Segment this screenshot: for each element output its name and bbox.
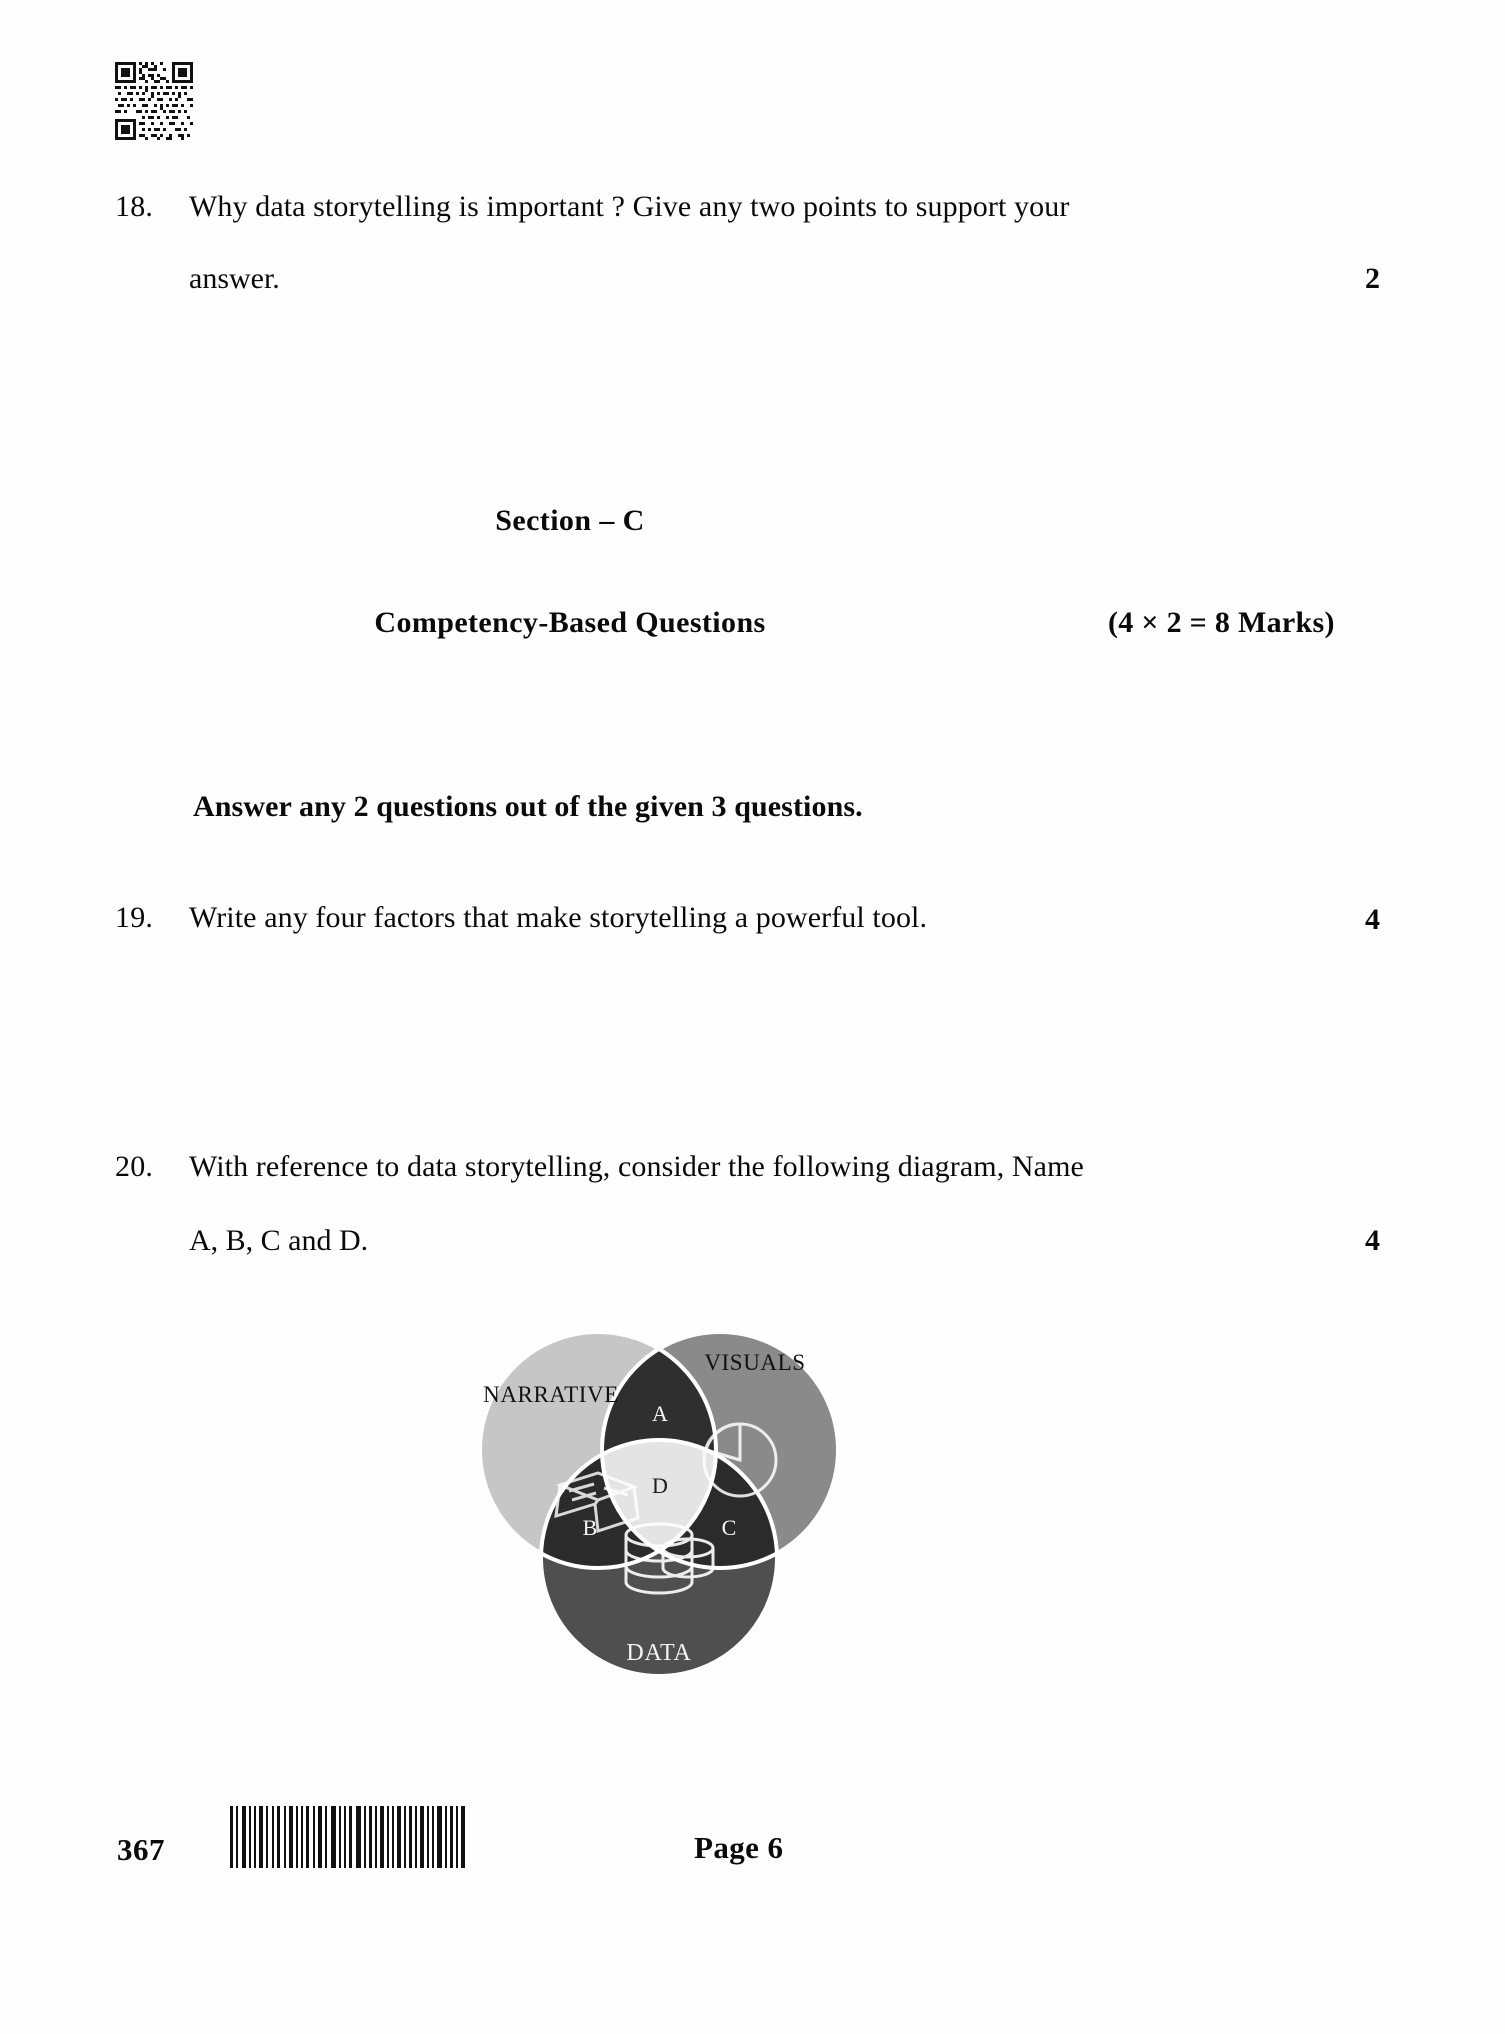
question-18-marks: 2	[1365, 262, 1380, 295]
data-storytelling-venn-diagram	[448, 1310, 868, 1730]
venn-label-visuals: VISUALS	[704, 1350, 806, 1375]
venn-label-data: DATA	[626, 1640, 692, 1666]
question-20-text-line2: A, B, C and D.	[189, 1224, 369, 1257]
question-19-marks: 4	[1365, 903, 1380, 936]
question-20-text: With reference to data storytelling, consider the following diagram, Name	[189, 1150, 1084, 1183]
question-20	[115, 1152, 1084, 1182]
question-18-number: 18.	[115, 190, 154, 223]
question-18-text-line2: answer.	[189, 262, 280, 295]
section-instruction: Answer any 2 questions out of the given 3 questions.	[193, 790, 863, 823]
section-marks-formula: (4 × 2 = 8 Marks)	[1108, 606, 1335, 639]
question-19	[115, 903, 927, 933]
page-label: Page 6	[694, 1830, 784, 1865]
venn-label-b: B	[582, 1515, 598, 1540]
venn-label-a: A	[652, 1401, 668, 1426]
question-18	[115, 192, 1069, 222]
venn-label-narrative: NARRATIVE	[483, 1382, 619, 1407]
question-20-number: 20.	[115, 1150, 154, 1183]
section-title: Section – C	[495, 504, 645, 537]
question-20-marks: 4	[1365, 1224, 1380, 1257]
paper-code: 367	[117, 1832, 165, 1867]
question-19-number: 19.	[115, 901, 154, 934]
venn-label-c: C	[721, 1515, 737, 1540]
venn-label-d: D	[652, 1473, 668, 1498]
barcode-icon	[228, 1806, 468, 1868]
question-18-text: Why data storytelling is important ? Give any two points to support your	[189, 190, 1070, 223]
section-subtitle: Competency-Based Questions	[374, 606, 766, 639]
question-19-text: Write any four factors that make storytelling a powerful tool.	[189, 901, 928, 934]
qr-code-icon	[115, 62, 193, 140]
